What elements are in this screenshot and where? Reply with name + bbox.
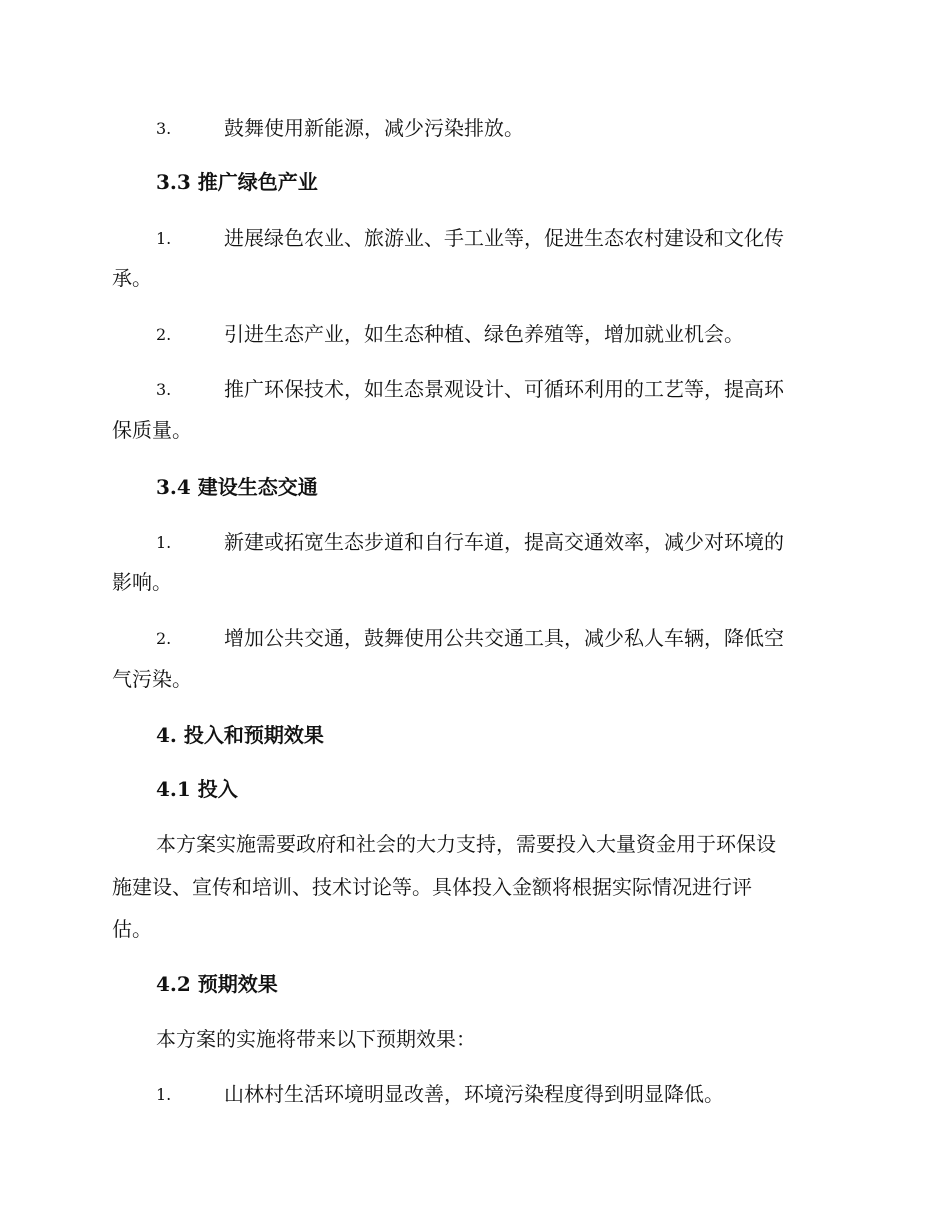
paragraph-line: 施建设、宣传和培训、技术讨论等。具体投入金额将根据实际情况进行评	[112, 875, 752, 899]
paragraph-line: 本方案的实施将带来以下预期效果：	[156, 1027, 476, 1051]
list-number: 3.	[156, 119, 172, 138]
list-number: 1.	[156, 1085, 172, 1104]
list-item-text: 引进生态产业，如生态种植、绿色养殖等，增加就业机会。	[224, 322, 744, 346]
list-item-text: 新建或拓宽生态步道和自行车道，提高交通效率，减少对环境的	[224, 530, 784, 554]
list-number: 1.	[156, 229, 172, 248]
list-number: 3.	[156, 380, 172, 399]
list-item-text-continued: 气污染。	[112, 667, 192, 691]
list-item-text-continued: 保质量。	[112, 418, 192, 442]
section-heading-3-3: 3.3 推广绿色产业	[156, 170, 318, 194]
list-item-text: 进展绿色农业、旅游业、手工业等，促进生态农村建设和文化传	[224, 226, 784, 250]
paragraph-line: 估。	[112, 917, 152, 941]
list-number: 2.	[156, 325, 172, 344]
list-item-text: 山林村生活环境明显改善，环境污染程度得到明显降低。	[224, 1082, 724, 1106]
list-number: 1.	[156, 533, 172, 552]
list-item-text-continued: 影响。	[112, 570, 172, 594]
list-item-text: 鼓舞使用新能源，减少污染排放。	[224, 116, 524, 140]
list-item-text-continued: 承。	[112, 266, 152, 290]
paragraph-line: 本方案实施需要政府和社会的大力支持，需要投入大量资金用于环保设	[156, 832, 776, 856]
section-heading-4-2: 4.2 预期效果	[156, 972, 278, 996]
section-heading-4-1: 4.1 投入	[156, 777, 238, 801]
section-heading-4: 4. 投入和预期效果	[156, 723, 324, 747]
list-item-text: 增加公共交通，鼓舞使用公共交通工具，减少私人车辆，降低空	[224, 626, 784, 650]
section-heading-3-4: 3.4 建设生态交通	[156, 475, 318, 499]
list-item-text: 推广环保技术，如生态景观设计、可循环利用的工艺等，提高环	[224, 377, 784, 401]
list-number: 2.	[156, 629, 172, 648]
